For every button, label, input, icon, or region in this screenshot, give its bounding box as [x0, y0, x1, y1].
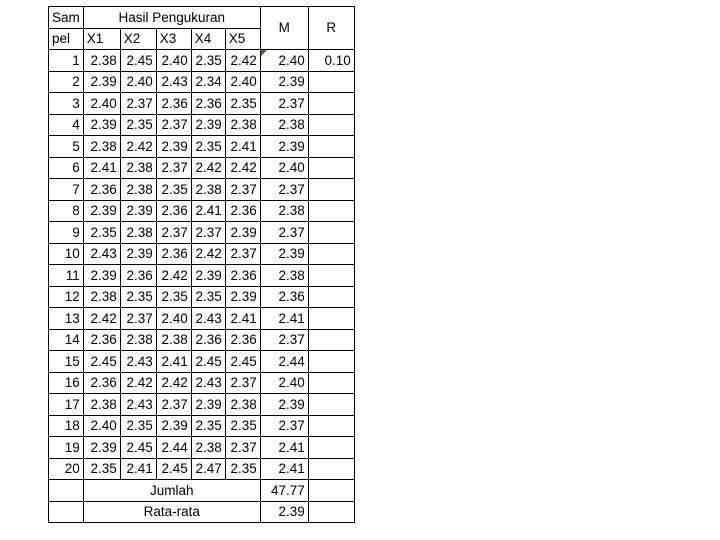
- col-header-x3[interactable]: X3: [156, 28, 191, 50]
- measurement-cell-x2[interactable]: 2.41: [120, 458, 156, 480]
- sample-number-cell[interactable]: 20: [49, 458, 84, 480]
- measurement-cell-x3[interactable]: 2.40: [156, 50, 191, 72]
- measurement-cell-x2[interactable]: 2.38: [120, 329, 156, 351]
- mean-cell[interactable]: 2.38: [260, 265, 308, 287]
- mean-cell[interactable]: 2.38: [260, 200, 308, 222]
- empty-cell[interactable]: [49, 501, 84, 523]
- measurement-cell-x2[interactable]: 2.35: [120, 415, 156, 437]
- sample-number-cell[interactable]: 10: [49, 243, 84, 265]
- measurement-cell-x4[interactable]: 2.34: [191, 71, 225, 93]
- measurement-cell-x5[interactable]: 2.38: [225, 394, 260, 416]
- sample-number-cell[interactable]: 16: [49, 372, 84, 394]
- sample-number-cell[interactable]: 2: [49, 71, 84, 93]
- range-cell[interactable]: [308, 179, 354, 201]
- mean-cell[interactable]: 2.39: [260, 243, 308, 265]
- measurement-cell-x2[interactable]: 2.35: [120, 286, 156, 308]
- table-row: [49, 437, 355, 459]
- average-label[interactable]: Rata-rata: [83, 501, 260, 523]
- mean-cell[interactable]: 2.38: [260, 114, 308, 136]
- measurement-cell-x1[interactable]: 2.38: [83, 394, 120, 416]
- measurement-cell-x4[interactable]: 2.35: [191, 286, 225, 308]
- measurement-cell-x4[interactable]: 2.36: [191, 329, 225, 351]
- measurement-cell-x3[interactable]: 2.39: [156, 136, 191, 158]
- sample-number-cell[interactable]: 8: [49, 200, 84, 222]
- measurement-cell-x1[interactable]: 2.39: [83, 114, 120, 136]
- measurement-cell-x2[interactable]: 2.40: [120, 71, 156, 93]
- measurement-cell-x3[interactable]: 2.43: [156, 71, 191, 93]
- sample-number-cell[interactable]: 5: [49, 136, 84, 158]
- col-header-x5[interactable]: X5: [225, 28, 260, 50]
- range-cell[interactable]: [308, 394, 354, 416]
- average-row: [49, 501, 355, 523]
- measurement-cell-x1[interactable]: 2.42: [83, 308, 120, 330]
- measurement-cell-x3[interactable]: 2.40: [156, 308, 191, 330]
- measurement-cell-x5[interactable]: 2.39: [225, 286, 260, 308]
- measurement-cell-x3[interactable]: 2.36: [156, 200, 191, 222]
- range-cell[interactable]: [308, 265, 354, 287]
- measurement-cell-x1[interactable]: 2.41: [83, 157, 120, 179]
- mean-cell[interactable]: 2.40: [260, 50, 308, 72]
- measurement-cell-x4[interactable]: 2.35: [191, 136, 225, 158]
- measurement-cell-x1[interactable]: 2.39: [83, 71, 120, 93]
- table-row: [49, 243, 355, 265]
- mean-cell[interactable]: 2.40: [260, 372, 308, 394]
- measurement-cell-x5[interactable]: 2.42: [225, 50, 260, 72]
- sample-number-cell[interactable]: 11: [49, 265, 84, 287]
- sample-header-bottom[interactable]: pel: [49, 28, 84, 50]
- sum-value[interactable]: 47.77: [260, 480, 308, 502]
- measurement-cell-x5[interactable]: 2.35: [225, 415, 260, 437]
- sample-number-cell[interactable]: 18: [49, 415, 84, 437]
- table-row: [49, 71, 355, 93]
- table-row: [49, 157, 355, 179]
- measurement-cell-x5[interactable]: 2.36: [225, 329, 260, 351]
- measurement-cell-x1[interactable]: 2.38: [83, 286, 120, 308]
- mean-cell[interactable]: 2.37: [260, 179, 308, 201]
- table-row: [49, 179, 355, 201]
- measurement-cell-x5[interactable]: 2.35: [225, 458, 260, 480]
- col-header-x1[interactable]: X1: [83, 28, 120, 50]
- empty-cell[interactable]: [308, 480, 354, 502]
- measurement-cell-x2[interactable]: 2.35: [120, 114, 156, 136]
- measurement-cell-x5[interactable]: 2.41: [225, 136, 260, 158]
- measurement-cell-x2[interactable]: 2.37: [120, 93, 156, 115]
- sample-number-cell[interactable]: 19: [49, 437, 84, 459]
- range-cell[interactable]: [308, 415, 354, 437]
- measurement-cell-x1[interactable]: 2.40: [83, 415, 120, 437]
- measurement-cell-x1[interactable]: 2.40: [83, 93, 120, 115]
- table-row: [49, 394, 355, 416]
- measurement-cell-x5[interactable]: 2.40: [225, 71, 260, 93]
- measurement-cell-x4[interactable]: 2.35: [191, 50, 225, 72]
- measurement-cell-x5[interactable]: 2.39: [225, 222, 260, 244]
- mean-cell[interactable]: 2.37: [260, 93, 308, 115]
- table-row: [49, 458, 355, 480]
- measurement-cell-x1[interactable]: 2.36: [83, 179, 120, 201]
- measurement-cell-x5[interactable]: 2.37: [225, 372, 260, 394]
- range-cell[interactable]: [308, 71, 354, 93]
- sample-number-cell[interactable]: 14: [49, 329, 84, 351]
- measurement-cell-x2[interactable]: 2.42: [120, 136, 156, 158]
- table-row: [49, 372, 355, 394]
- table-row: [49, 200, 355, 222]
- measurement-cell-x5[interactable]: 2.37: [225, 437, 260, 459]
- empty-cell[interactable]: [49, 480, 84, 502]
- measurement-cell-x4[interactable]: 2.42: [191, 157, 225, 179]
- sample-number-cell[interactable]: 1: [49, 50, 84, 72]
- measurement-cell-x4[interactable]: 2.43: [191, 308, 225, 330]
- mean-cell[interactable]: 2.39: [260, 394, 308, 416]
- range-header[interactable]: R: [308, 7, 354, 50]
- measurement-cell-x3[interactable]: 2.37: [156, 114, 191, 136]
- measurement-cell-x2[interactable]: 2.43: [120, 394, 156, 416]
- table-row: [49, 308, 355, 330]
- measurement-cell-x3[interactable]: 2.36: [156, 93, 191, 115]
- measurement-cell-x1[interactable]: 2.35: [83, 458, 120, 480]
- mean-cell[interactable]: 2.41: [260, 308, 308, 330]
- mean-cell[interactable]: 2.40: [260, 157, 308, 179]
- measurement-cell-x1[interactable]: 2.43: [83, 243, 120, 265]
- table-row: [49, 351, 355, 373]
- table-row: [49, 415, 355, 437]
- table-row: [49, 136, 355, 158]
- measurement-cell-x4[interactable]: 2.37: [191, 222, 225, 244]
- measurement-cell-x4[interactable]: 2.42: [191, 243, 225, 265]
- mean-cell[interactable]: 2.41: [260, 458, 308, 480]
- measurement-cell-x5[interactable]: 2.45: [225, 351, 260, 373]
- sample-number-cell[interactable]: 4: [49, 114, 84, 136]
- mean-cell[interactable]: 2.36: [260, 286, 308, 308]
- measurement-cell-x5[interactable]: 2.41: [225, 308, 260, 330]
- sample-header-top[interactable]: Sam: [49, 7, 84, 29]
- measurement-cell-x2[interactable]: 2.38: [120, 179, 156, 201]
- measurement-cell-x1[interactable]: 2.38: [83, 136, 120, 158]
- range-cell[interactable]: [308, 157, 354, 179]
- sum-row: [49, 480, 355, 502]
- measurement-cell-x2[interactable]: 2.37: [120, 308, 156, 330]
- table-row: [49, 114, 355, 136]
- mean-header[interactable]: M: [260, 7, 308, 50]
- measurement-table: [48, 6, 355, 523]
- mean-cell[interactable]: 2.39: [260, 136, 308, 158]
- range-cell[interactable]: [308, 243, 354, 265]
- mean-cell[interactable]: 2.37: [260, 415, 308, 437]
- measurement-cell-x2[interactable]: 2.45: [120, 50, 156, 72]
- range-cell[interactable]: [308, 329, 354, 351]
- range-cell[interactable]: [308, 308, 354, 330]
- table-row: [49, 286, 355, 308]
- measurement-cell-x1[interactable]: 2.39: [83, 437, 120, 459]
- sample-number-cell[interactable]: 13: [49, 308, 84, 330]
- measurement-cell-x1[interactable]: 2.35: [83, 222, 120, 244]
- measurement-cell-x4[interactable]: 2.39: [191, 394, 225, 416]
- measurement-cell-x3[interactable]: 2.41: [156, 351, 191, 373]
- measurement-cell-x2[interactable]: 2.39: [120, 200, 156, 222]
- measurement-cell-x4[interactable]: 2.38: [191, 437, 225, 459]
- range-cell[interactable]: [308, 437, 354, 459]
- sample-number-cell[interactable]: 6: [49, 157, 84, 179]
- measurement-cell-x4[interactable]: 2.47: [191, 458, 225, 480]
- measurement-cell-x3[interactable]: 2.39: [156, 415, 191, 437]
- average-value[interactable]: 2.39: [260, 501, 308, 523]
- measurement-cell-x2[interactable]: 2.43: [120, 351, 156, 373]
- sum-label[interactable]: Jumlah: [83, 480, 260, 502]
- mean-cell[interactable]: 2.39: [260, 71, 308, 93]
- table-row: [49, 50, 355, 72]
- measurement-cell-x4[interactable]: 2.41: [191, 200, 225, 222]
- empty-cell[interactable]: [308, 501, 354, 523]
- table-row: [49, 329, 355, 351]
- measurement-cell-x4[interactable]: 2.35: [191, 415, 225, 437]
- measurement-cell-x3[interactable]: 2.45: [156, 458, 191, 480]
- measurement-cell-x2[interactable]: 2.45: [120, 437, 156, 459]
- measurement-cell-x3[interactable]: 2.44: [156, 437, 191, 459]
- measurement-cell-x4[interactable]: 2.36: [191, 93, 225, 115]
- mean-cell[interactable]: 2.37: [260, 222, 308, 244]
- measurement-cell-x3[interactable]: 2.42: [156, 265, 191, 287]
- measurement-cell-x2[interactable]: 2.42: [120, 372, 156, 394]
- range-cell[interactable]: 0.10: [308, 50, 354, 72]
- col-header-x4[interactable]: X4: [191, 28, 225, 50]
- mean-cell[interactable]: 2.37: [260, 329, 308, 351]
- range-cell[interactable]: [308, 93, 354, 115]
- measurement-cell-x3[interactable]: 2.42: [156, 372, 191, 394]
- measurement-cell-x3[interactable]: 2.36: [156, 243, 191, 265]
- measurement-cell-x3[interactable]: 2.37: [156, 394, 191, 416]
- range-cell[interactable]: [308, 458, 354, 480]
- measurement-cell-x4[interactable]: 2.38: [191, 179, 225, 201]
- range-cell[interactable]: [308, 136, 354, 158]
- measurement-cell-x3[interactable]: 2.37: [156, 222, 191, 244]
- measurement-cell-x3[interactable]: 2.35: [156, 286, 191, 308]
- sample-number-cell[interactable]: 17: [49, 394, 84, 416]
- sample-number-cell[interactable]: 3: [49, 93, 84, 115]
- range-cell[interactable]: [308, 222, 354, 244]
- range-cell[interactable]: [308, 372, 354, 394]
- measurement-cell-x5[interactable]: 2.42: [225, 157, 260, 179]
- sample-number-cell[interactable]: 9: [49, 222, 84, 244]
- measurement-cell-x1[interactable]: 2.39: [83, 200, 120, 222]
- measurement-cell-x5[interactable]: 2.38: [225, 114, 260, 136]
- measurement-cell-x1[interactable]: 2.36: [83, 372, 120, 394]
- range-cell[interactable]: [308, 351, 354, 373]
- measurement-cell-x1[interactable]: 2.36: [83, 329, 120, 351]
- measurement-cell-x5[interactable]: 2.36: [225, 265, 260, 287]
- measurement-cell-x4[interactable]: 2.39: [191, 265, 225, 287]
- range-cell[interactable]: [308, 114, 354, 136]
- measurement-cell-x2[interactable]: 2.38: [120, 222, 156, 244]
- range-cell[interactable]: [308, 286, 354, 308]
- sample-number-cell[interactable]: 15: [49, 351, 84, 373]
- measurement-cell-x5[interactable]: 2.37: [225, 243, 260, 265]
- measurement-cell-x4[interactable]: 2.45: [191, 351, 225, 373]
- mean-cell[interactable]: 2.44: [260, 351, 308, 373]
- measurement-cell-x1[interactable]: 2.39: [83, 265, 120, 287]
- measurement-cell-x3[interactable]: 2.38: [156, 329, 191, 351]
- measurement-cell-x5[interactable]: 2.35: [225, 93, 260, 115]
- header-row-1: [49, 7, 355, 29]
- measurement-group-header[interactable]: Hasil Pengukuran: [83, 7, 260, 29]
- measurement-cell-x4[interactable]: 2.43: [191, 372, 225, 394]
- table-row: [49, 93, 355, 115]
- measurement-cell-x5[interactable]: 2.36: [225, 200, 260, 222]
- col-header-x2[interactable]: X2: [120, 28, 156, 50]
- table-row: [49, 222, 355, 244]
- mean-cell[interactable]: 2.41: [260, 437, 308, 459]
- measurement-cell-x3[interactable]: 2.35: [156, 179, 191, 201]
- measurement-cell-x2[interactable]: 2.38: [120, 157, 156, 179]
- measurement-cell-x2[interactable]: 2.39: [120, 243, 156, 265]
- sample-number-cell[interactable]: 12: [49, 286, 84, 308]
- table-row: [49, 265, 355, 287]
- measurement-cell-x1[interactable]: 2.38: [83, 50, 120, 72]
- measurement-cell-x5[interactable]: 2.37: [225, 179, 260, 201]
- range-cell[interactable]: [308, 200, 354, 222]
- measurement-cell-x3[interactable]: 2.37: [156, 157, 191, 179]
- measurement-cell-x4[interactable]: 2.39: [191, 114, 225, 136]
- measurement-cell-x1[interactable]: 2.45: [83, 351, 120, 373]
- sample-number-cell[interactable]: 7: [49, 179, 84, 201]
- measurement-cell-x2[interactable]: 2.36: [120, 265, 156, 287]
